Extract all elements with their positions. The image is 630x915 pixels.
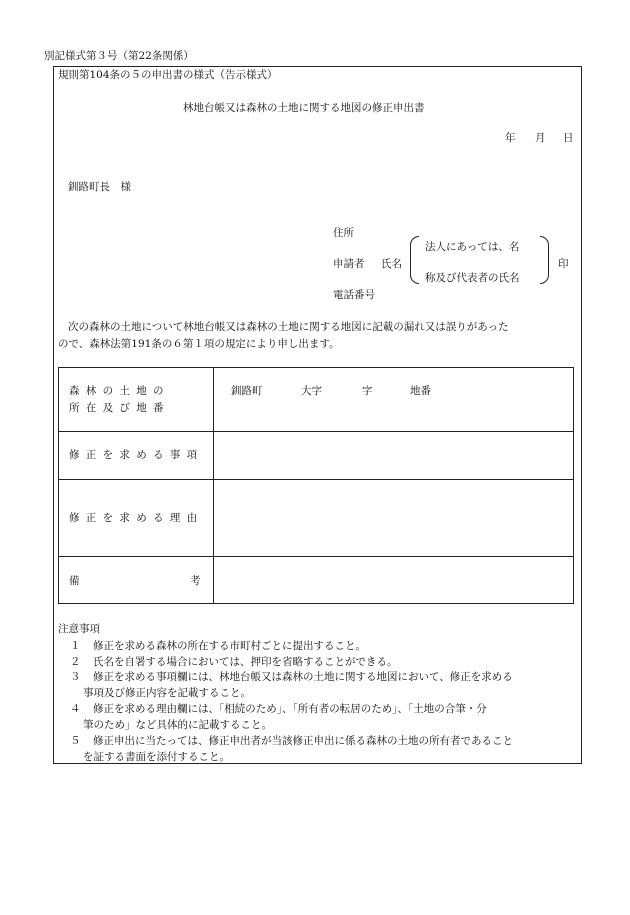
table-column-divider	[213, 368, 214, 603]
form-subtitle: 規則第104条の５の申出書の様式（告示様式）	[58, 69, 278, 81]
note-item	[64, 736, 513, 747]
left-parenthesis	[410, 236, 419, 284]
location-label-line2: 所在及び地番	[69, 402, 170, 414]
address-label: 住所	[333, 227, 354, 239]
location-label-line1: 森林の土地の	[69, 385, 170, 397]
note-text: 修正を求める理由欄には、「相続のため」、「所有者の転居のため」、「土地の合筆・分	[93, 703, 487, 715]
seal-mark: 印	[558, 258, 569, 270]
table-row-divider	[59, 556, 573, 557]
date-day: 日	[563, 132, 574, 144]
note-number: ４	[70, 703, 81, 715]
note-text: 修正申出に当たっては、修正申出者が当該修正申出に係る森林の土地の所有者であること	[93, 735, 513, 747]
note-continuation: 筆のため」など具体的に記載すること。	[83, 719, 272, 731]
location-oaza: 大字	[301, 385, 322, 397]
document-title: 林地台帳又は森林の土地に関する地図の修正申出書	[183, 102, 425, 114]
table-row-divider	[59, 479, 573, 480]
note-number: ２	[70, 656, 81, 668]
location-town: 釧路町	[231, 385, 263, 397]
form-reference: 別記様式第３号（第22条関係）	[44, 50, 194, 62]
note-number: ３	[70, 671, 81, 683]
note-item	[64, 657, 398, 668]
remarks-label-right: 考	[190, 575, 201, 587]
date-month: 月	[535, 132, 546, 144]
note-text: 修正を求める森林の所在する市町村ごとに提出すること。	[93, 640, 366, 652]
correction-reason-label: 修正を求める理由	[69, 512, 204, 524]
notes-heading: 注意事項	[58, 623, 100, 635]
note-number: ５	[70, 735, 81, 747]
applicant-label: 申請者	[333, 258, 365, 270]
table-row-divider	[59, 431, 573, 432]
note-number: １	[70, 640, 81, 652]
note-text: 氏名を自署する場合においては、押印を省略することができる。	[93, 656, 398, 668]
addressee: 釧路町長 様	[68, 181, 131, 193]
remarks-label-left: 備	[69, 575, 80, 587]
note-continuation: を証する書面を添付すること。	[83, 751, 230, 763]
corporate-note-line2: 称及び代表者の氏名	[425, 272, 520, 284]
right-parenthesis	[540, 236, 549, 284]
body-text-line2: ので、森林法第191条の６第１項の規定により申し出ます。	[58, 338, 340, 350]
location-aza: 字	[362, 385, 373, 397]
date-year: 年	[505, 132, 516, 144]
corporate-note-line1: 法人にあっては、名	[425, 241, 520, 253]
name-label: 氏名	[381, 258, 402, 270]
location-chiban: 地番	[410, 385, 431, 397]
note-continuation: 事項及び修正内容を記載すること。	[83, 687, 251, 699]
request-table	[58, 367, 574, 604]
note-item	[64, 641, 366, 652]
note-text: 修正を求める事項欄には、林地台帳又は森林の土地に関する地図において、修正を求める	[93, 671, 513, 683]
phone-label: 電話番号	[333, 289, 375, 301]
correction-item-label: 修正を求める事項	[69, 449, 204, 461]
body-text-line1: 次の森林の土地について林地台帳又は森林の土地に関する地図に記載の漏れ又は誤りがあった	[68, 321, 509, 333]
note-item	[64, 672, 513, 683]
note-item	[64, 704, 487, 715]
